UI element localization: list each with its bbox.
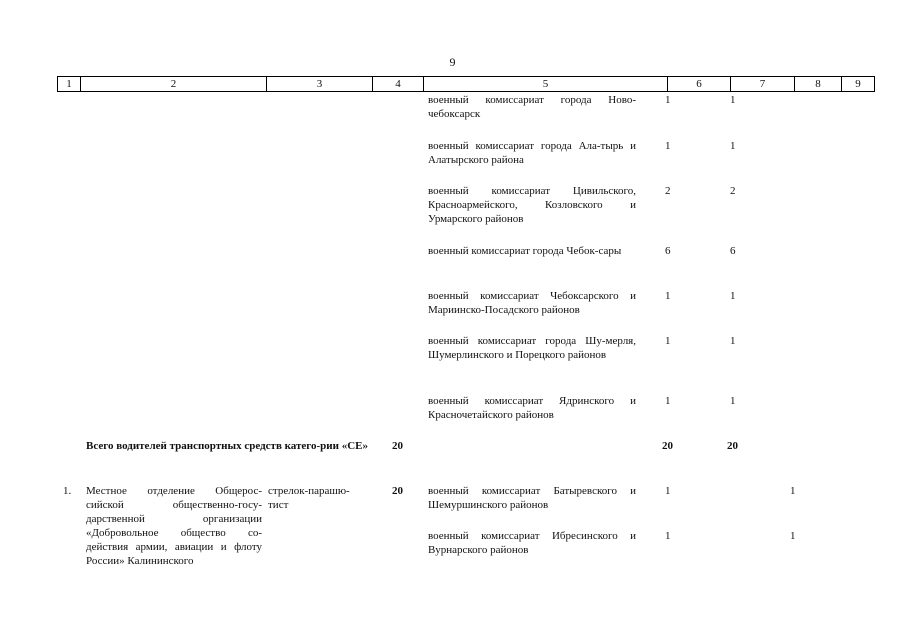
header-col-1: 1 xyxy=(57,77,80,91)
row-7-commissariat: военный комиссариат Ядринского и Красночетайского районов xyxy=(428,395,636,421)
row-3-col7: 2 xyxy=(730,185,736,197)
row-7-col6: 1 xyxy=(665,395,671,407)
org-sub-2-col8: 1 xyxy=(790,530,796,542)
row-6-commissariat: военный комиссариат города Шу-мерля, Шумерлинского и Порецкого районов xyxy=(428,335,636,361)
row-5-col6: 1 xyxy=(665,290,671,302)
org-name: Местное отделение Общерос-сийской общественно-госу-дарственной организации «Добровольное общество со-действия армии, авиации и флоту России» Калининского xyxy=(86,485,262,567)
row-5-commissariat: военный комиссариат Чебоксарского и Мариинско-Посадского районов xyxy=(428,290,636,316)
org-sub-1-commissariat: военный комиссариат Батыревского и Шемуршинского районов xyxy=(428,485,636,511)
row-1-commissariat: военный комиссариат города Ново-чебоксарск xyxy=(428,94,636,120)
total-col7: 20 xyxy=(727,440,738,452)
page-number: 9 xyxy=(449,55,456,69)
row-2-commissariat: военный комиссариат города Ала-тырь и Алатырского района xyxy=(428,140,636,166)
table-header-row xyxy=(57,76,875,92)
header-col-7: 7 xyxy=(730,77,794,91)
org-specialty: стрелок-парашю-тист xyxy=(268,485,350,511)
header-col-6: 6 xyxy=(667,77,730,91)
org-sub-1-col8: 1 xyxy=(790,485,796,497)
row-2-col7: 1 xyxy=(730,140,736,152)
total-col6: 20 xyxy=(662,440,673,452)
header-col-4: 4 xyxy=(372,77,423,91)
header-col-5: 5 xyxy=(423,77,667,91)
row-4-commissariat: военный комиссариат города Чебок-сары xyxy=(428,245,622,257)
row-4-col7: 6 xyxy=(730,245,736,257)
org-row-number: 1. xyxy=(63,485,72,497)
row-3-col6: 2 xyxy=(665,185,671,197)
total-label: Всего водителей транспортных средств катего-рии «СЕ» xyxy=(86,440,369,452)
header-col-3: 3 xyxy=(266,77,372,91)
org-sub-1-col6: 1 xyxy=(665,485,671,497)
row-1-col7: 1 xyxy=(730,94,736,106)
row-6-col7: 1 xyxy=(730,335,736,347)
header-col-8: 8 xyxy=(794,77,841,91)
org-col4: 20 xyxy=(392,485,403,497)
row-4-col6: 6 xyxy=(665,245,671,257)
row-3-commissariat: военный комиссариат Цивильского, Красноармейского, Козловского и Урмарского районов xyxy=(428,185,636,225)
row-7-col7: 1 xyxy=(730,395,736,407)
header-col-9: 9 xyxy=(841,77,875,91)
row-2-col6: 1 xyxy=(665,140,671,152)
row-6-col6: 1 xyxy=(665,335,671,347)
row-1-col6: 1 xyxy=(665,94,671,106)
row-5-col7: 1 xyxy=(730,290,736,302)
org-sub-2-col6: 1 xyxy=(665,530,671,542)
org-sub-2-commissariat: военный комиссариат Ибресинского и Вурнарского районов xyxy=(428,530,636,556)
header-col-2: 2 xyxy=(80,77,266,91)
total-col4: 20 xyxy=(392,440,403,452)
